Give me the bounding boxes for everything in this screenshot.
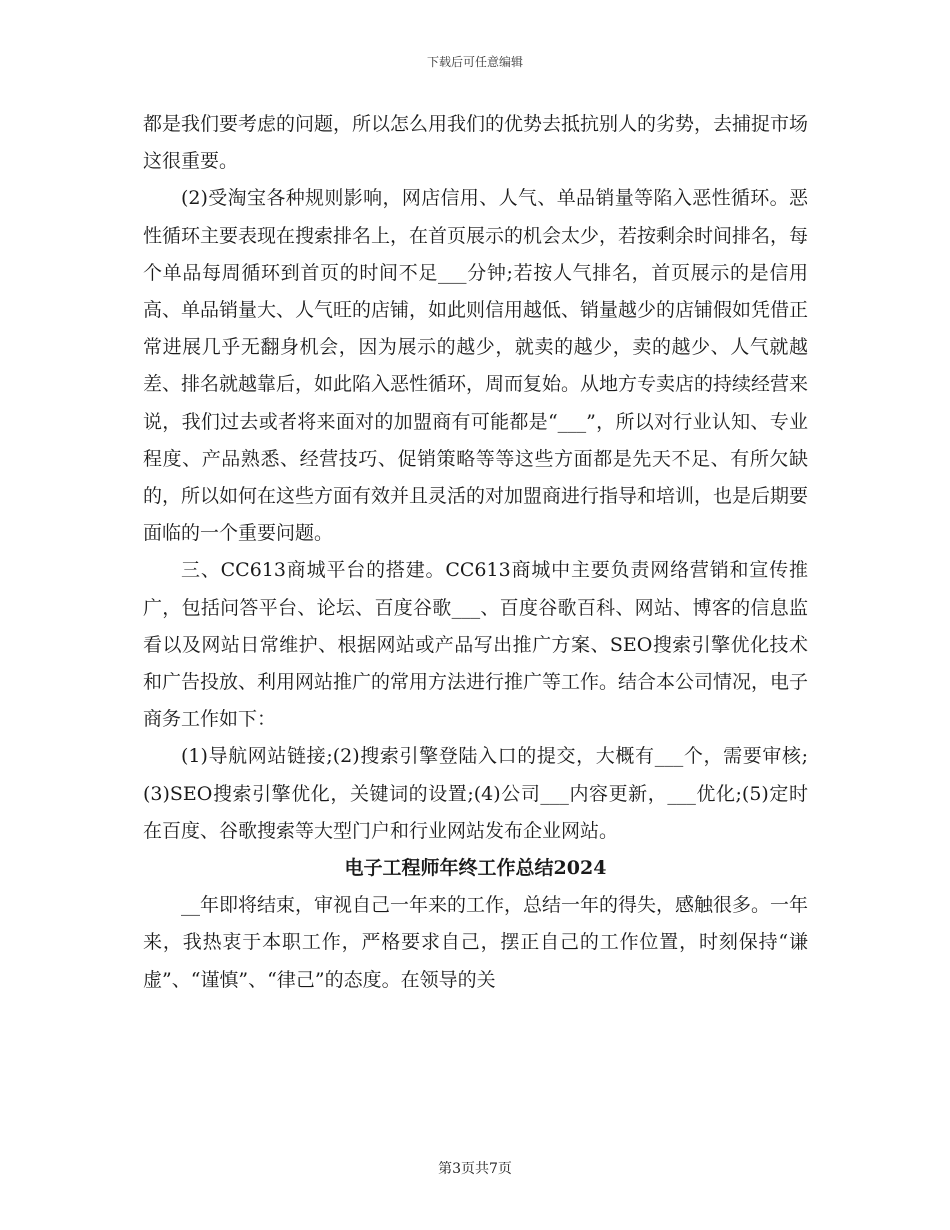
paragraph-year-summary: __年即将结束，审视自己一年来的工作，总结一年的得失，感触很多。一年来，我热衷于本职工作，严格要求自己，摆正自己的工作位置，时刻保持“谦虚”、“谨慎”、“律己”的态度。在领导的关 [143, 894, 809, 991]
paragraph-continuation: 都是我们要考虑的问题，所以怎么用我们的优势去抵抗别人的劣势，去捕捉市场这很重要。 [143, 113, 809, 173]
page-footer: 第3页共7页 [438, 1161, 512, 1177]
paragraph-taobao-rules: (2)受淘宝各种规则影响，网店信用、人气、单品销量等陷入恶性循环。恶性循环主要表现在搜索排名上，在首页展示的机会太少，若按剩余时间排名，每个单品每周循环到首页的时间不足___分钟;若按人气排名，首页展示的是信用高、单品销量大、人气旺的店铺，如此则信用越低、销量越少的店铺假如凭借正常进展几乎无翻身机会，因为展示的越少，就卖的越少，卖的越少、人气就越差、排名就越靠后，如此陷入恶性循环，周而复始。从地方专卖店的持续经营来说，我们过去或者将来面对的加盟商有可能都是“___”，所以对行业认知、专业程度、产品熟悉、经营技巧、促销策略等等这些方面都是先天不足、有所欠缺的，所以如何在这些方面有效并且灵活的对加盟商进行指导和培训，也是后期要面临的一个重要问题。 [143, 187, 809, 545]
paragraph-cc613-platform: 三、CC613商城平台的搭建。CC613商城中主要负责网络营销和宣传推广，包括问答平台、论坛、百度谷歌___、百度谷歌百科、网站、博客的信息监看以及网站日常维护、根据网站或产品写出推广方案、SEO搜索引擎优化技术和广告投放、利用网站推广的常用方法进行推广等工作。结合本公司情况，电子商务工作如下： [143, 559, 809, 731]
page-header: 下载后可任意编辑 [426, 55, 523, 69]
section-title: 电子工程师年终工作总结2024 [344, 857, 607, 880]
paragraph-ecommerce-tasks: (1)导航网站链接;(2)搜索引擎登陆入口的提交，大概有___个，需要审核;(3)SEO搜索引擎优化，关键词的设置;(4)公司___内容更新，___优化;(5)定时在百度、谷歌搜索等大型门户和行业网站发布企业网站。 [143, 745, 808, 842]
document-body [143, 106, 808, 999]
